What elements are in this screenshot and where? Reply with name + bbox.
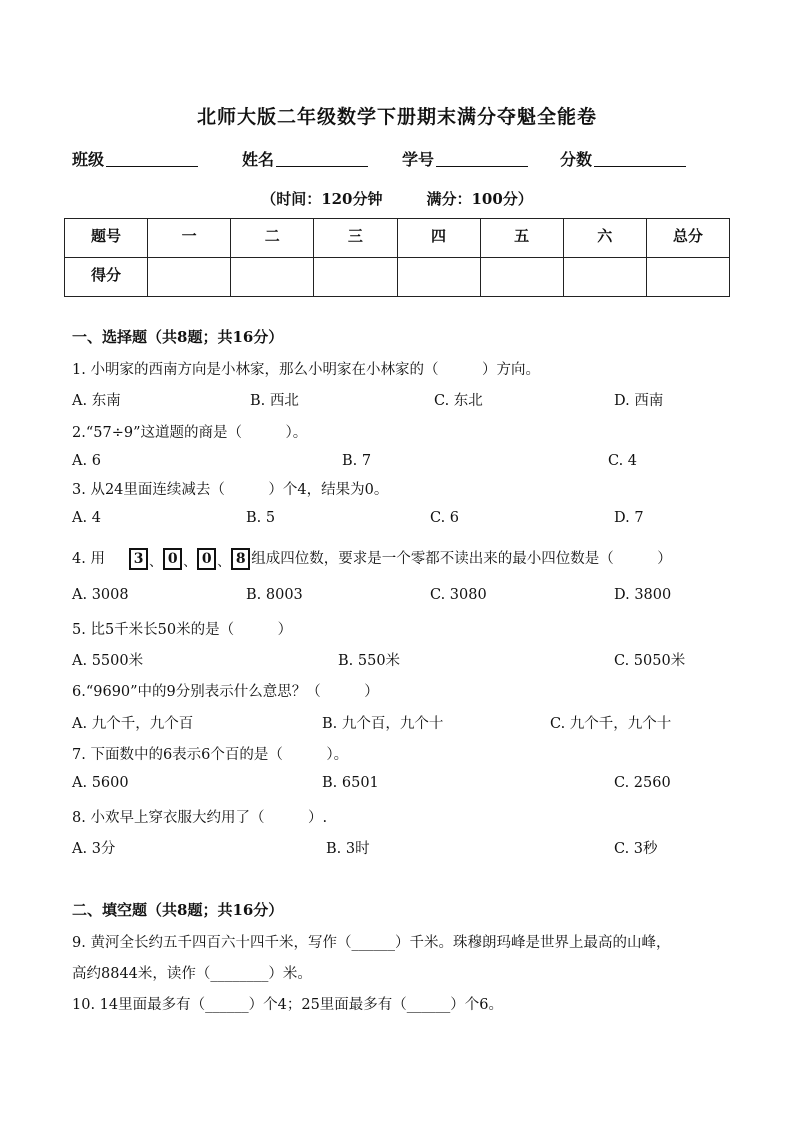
score-table-header-cell: 一 — [148, 219, 231, 258]
time-info — [0, 188, 794, 209]
q4-option-d[interactable]: D. 3800 — [614, 587, 672, 603]
q2-option-a[interactable]: A. 6 — [72, 453, 101, 469]
q4-option-a[interactable]: A. 3008 — [72, 587, 129, 603]
student-id-blank[interactable] — [436, 150, 528, 167]
time-limit: （时间：120分钟 — [261, 190, 383, 208]
q4-prefix: 4. 用 — [72, 551, 105, 567]
student-id-label: 学号 — [402, 150, 435, 169]
score-cell[interactable] — [563, 258, 646, 297]
score-table-score-row — [65, 258, 730, 297]
digit-card: 0 — [163, 548, 182, 570]
q7-option-a[interactable]: A. 5600 — [72, 775, 129, 791]
class-label: 班级 — [72, 150, 105, 169]
q3-option-b[interactable]: B. 5 — [246, 510, 276, 526]
q3-option-d[interactable]: D. 7 — [614, 510, 644, 526]
question-2: 2.“57÷9”这道题的商是（ ）。 — [72, 425, 308, 441]
score-cell[interactable] — [397, 258, 480, 297]
score-table-header-cell: 五 — [480, 219, 563, 258]
name-label: 姓名 — [242, 150, 275, 169]
score-table-header-cell: 三 — [314, 219, 397, 258]
student-id-field[interactable] — [402, 147, 528, 170]
question-1: 1. 小明家的西南方向是小林家，那么小明家在小林家的（ ）方向。 — [72, 362, 540, 378]
class-blank[interactable] — [106, 150, 198, 167]
score-blank[interactable] — [594, 150, 686, 167]
score-row-label: 得分 — [65, 258, 148, 297]
q6-option-b[interactable]: B. 九个百，九个十 — [322, 716, 444, 732]
q1-option-d[interactable]: D. 西南 — [614, 393, 664, 409]
q5-option-b[interactable]: B. 550米 — [338, 653, 401, 669]
score-cell[interactable] — [314, 258, 397, 297]
score-cell[interactable] — [231, 258, 314, 297]
score-field[interactable] — [560, 147, 686, 170]
q2-option-c[interactable]: C. 4 — [608, 453, 638, 469]
score-table-header-cell: 二 — [231, 219, 314, 258]
question-5: 5. 比5千米长50米的是（ ） — [72, 622, 293, 638]
name-blank[interactable] — [276, 150, 368, 167]
q8-option-c[interactable]: C. 3秒 — [614, 841, 658, 857]
score-label: 分数 — [560, 150, 593, 169]
digit-card: 3 — [129, 548, 148, 570]
q3-option-a[interactable]: A. 4 — [72, 510, 101, 526]
q1-option-b[interactable]: B. 西北 — [250, 393, 299, 409]
score-table-header-row — [65, 219, 730, 258]
question-9-line-1: 9. 黄河全长约五千四百六十四千米，写作（______）千米。珠穆朗玛峰是世界上最高的山峰， — [72, 935, 671, 951]
digit-card: 0 — [197, 548, 216, 570]
question-10: 10. 14里面最多有（______）个4；25里面最多有（______）个6。 — [72, 997, 504, 1013]
section2-title: 二、填空题（共8题；共16分） — [72, 901, 284, 919]
digit-card: 8 — [231, 548, 250, 570]
score-table-header-cell: 四 — [397, 219, 480, 258]
score-table-header-cell: 六 — [563, 219, 646, 258]
q7-option-b[interactable]: B. 6501 — [322, 775, 379, 791]
page-title: 北师大版二年级数学下册期末满分夺魁全能卷 — [196, 106, 597, 128]
question-7: 7. 下面数中的6表示6个百的是（ ）。 — [72, 747, 349, 763]
q5-option-a[interactable]: A. 5500米 — [72, 653, 144, 669]
q4-option-c[interactable]: C. 3080 — [430, 587, 487, 603]
q4-option-b[interactable]: B. 8003 — [246, 587, 303, 603]
q8-option-a[interactable]: A. 3分 — [72, 841, 116, 857]
class-field[interactable] — [72, 147, 198, 170]
q1-option-a[interactable]: A. 东南 — [72, 393, 121, 409]
q8-option-b[interactable]: B. 3时 — [326, 841, 370, 857]
score-table-header-cell: 总分 — [646, 219, 729, 258]
q4-separator: 、 — [217, 555, 231, 570]
section1-title: 一、选择题（共8题；共16分） — [72, 328, 284, 346]
question-3: 3. 从24里面连续减去（ ）个4，结果为0。 — [72, 482, 389, 498]
q7-option-c[interactable]: C. 2560 — [614, 775, 671, 791]
q4-suffix: 组成四位数，要求是一个零都不读出来的最小四位数是（ ） — [251, 551, 672, 567]
score-table-header-cell: 题号 — [65, 219, 148, 258]
score-cell[interactable] — [480, 258, 563, 297]
q2-option-b[interactable]: B. 7 — [342, 453, 372, 469]
score-table — [64, 218, 730, 297]
q5-option-c[interactable]: C. 5050米 — [614, 653, 686, 669]
name-field[interactable] — [242, 147, 368, 170]
q3-option-c[interactable]: C. 6 — [430, 510, 460, 526]
q1-option-c[interactable]: C. 东北 — [434, 393, 483, 409]
score-cell[interactable] — [148, 258, 231, 297]
question-8: 8. 小欢早上穿衣服大约用了（ ）. — [72, 810, 328, 826]
question-9-line-2: 高约8844米，读作（________）米。 — [72, 966, 312, 982]
q4-separator: 、 — [149, 555, 163, 570]
full-score: 满分：100分） — [426, 190, 533, 208]
q6-option-c[interactable]: C. 九个千，九个十 — [550, 716, 672, 732]
question-6: 6.“9690”中的9分别表示什么意思？（ ） — [72, 684, 379, 700]
question-4 — [72, 547, 672, 570]
q4-separator: 、 — [183, 555, 197, 570]
q6-option-a[interactable]: A. 九个千，九个百 — [72, 716, 194, 732]
score-cell[interactable] — [646, 258, 729, 297]
